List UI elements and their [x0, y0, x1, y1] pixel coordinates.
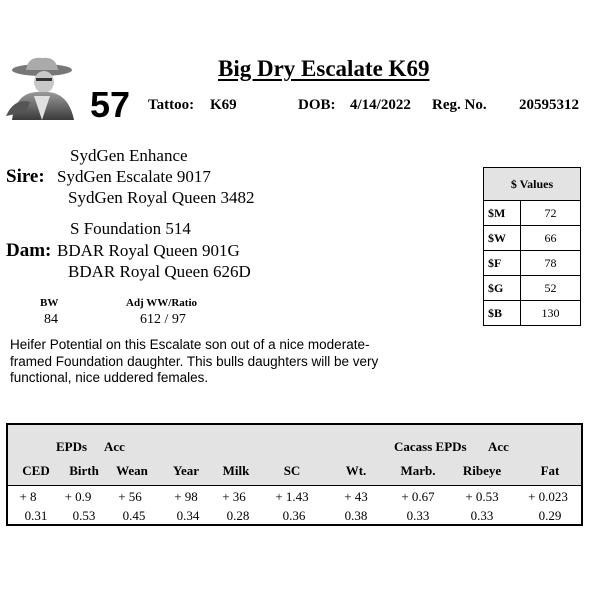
dollar-key: $W — [484, 226, 521, 251]
carcass-group-label: Cacass EPDs — [394, 439, 467, 454]
dollar-key: $B — [484, 301, 521, 326]
epd-table — [6, 423, 583, 526]
epd-value: + 0.53 — [465, 489, 499, 504]
epd-value: + 0.9 — [64, 489, 92, 504]
epd-col-header: Wean — [116, 463, 148, 478]
epd-accuracy: 0.45 — [122, 508, 146, 523]
epd-value: + 1.43 — [275, 489, 309, 504]
epd-value: + 36 — [222, 489, 246, 504]
epd-accuracy: 0.33 — [406, 508, 430, 523]
bw-value: 84 — [44, 312, 58, 327]
adj-ww-label: Adj WW/Ratio — [126, 297, 197, 309]
epd-col-header: Milk — [222, 463, 250, 478]
dob-value: 4/14/2022 — [350, 97, 411, 113]
epd-col-header: Fat — [540, 463, 560, 478]
lot-number: 57 — [90, 84, 131, 125]
dollar-key: $M — [484, 201, 521, 226]
cowboy-logo — [4, 56, 80, 120]
description-text: Heifer Potential on this Escalate son out of a nice moderate-framed Foundation daughter. This bulls daughters will be very functional, nice uddered females. — [10, 337, 379, 385]
epd-accuracy: 0.53 — [72, 508, 96, 523]
epd-col-header: Wt. — [345, 463, 367, 478]
epd-col-header: Ribeye — [462, 463, 502, 478]
epd-col-header: Birth — [69, 463, 99, 478]
dollar-value: 72 — [521, 201, 581, 226]
epd-value: + 0.67 — [401, 489, 435, 504]
epd-col-header: CED — [22, 463, 50, 478]
epd-accuracy: 0.38 — [344, 508, 368, 523]
epd-accuracy: 0.34 — [176, 508, 200, 523]
animal-name-title: Big Dry Escalate K69 — [218, 56, 430, 81]
epd-col-header: SC — [283, 463, 301, 478]
epd-group-label: EPDs — [56, 439, 88, 454]
epd-value: + 56 — [118, 489, 142, 504]
epd-accuracy: 0.29 — [538, 508, 562, 523]
bw-label: BW — [40, 297, 59, 309]
sire-name: SydGen Escalate 9017 — [57, 167, 211, 186]
dollar-value: 52 — [521, 276, 581, 301]
epd-accuracy: 0.28 — [226, 508, 250, 523]
dollar-key: $G — [484, 276, 521, 301]
epd-col-header: Year — [173, 463, 199, 478]
epd-value: + 98 — [174, 489, 198, 504]
dollar-value: 78 — [521, 251, 581, 276]
reg-no-label: Reg. No. — [432, 97, 487, 113]
dollar-key: $F — [484, 251, 521, 276]
dam-sire: S Foundation 514 — [70, 219, 191, 238]
tattoo-label: Tattoo: — [148, 97, 195, 113]
epd-group-acc-label: Acc — [104, 439, 125, 454]
reg-no-value: 20595312 — [519, 97, 579, 113]
dollar-value: 66 — [521, 226, 581, 251]
dam-dam: BDAR Royal Queen 626D — [68, 262, 251, 281]
epd-col-header: Marb. — [400, 463, 436, 478]
sire-label: Sire: — [6, 166, 45, 187]
epd-accuracy: 0.36 — [282, 508, 306, 523]
dob-label: DOB: — [298, 97, 336, 113]
epd-value: + 43 — [344, 489, 368, 504]
epd-accuracy: 0.31 — [24, 508, 48, 523]
adj-ww-value: 612 / 97 — [140, 312, 186, 327]
dam-name: BDAR Royal Queen 901G — [57, 241, 240, 260]
epd-divider — [8, 485, 581, 486]
carcass-group-acc-label: Acc — [488, 439, 509, 454]
tattoo-value: K69 — [210, 97, 237, 113]
dollar-values-table — [483, 167, 581, 326]
epd-value: + 0.023 — [528, 489, 568, 504]
dollar-value: 130 — [521, 301, 581, 326]
sire-dam: SydGen Royal Queen 3482 — [68, 188, 255, 207]
epd-accuracy: 0.33 — [470, 508, 494, 523]
dam-label: Dam: — [6, 240, 52, 261]
sire-sire: SydGen Enhance — [70, 146, 188, 165]
dollar-values-header: $ Values — [484, 168, 581, 201]
epd-value: + 8 — [19, 489, 37, 504]
